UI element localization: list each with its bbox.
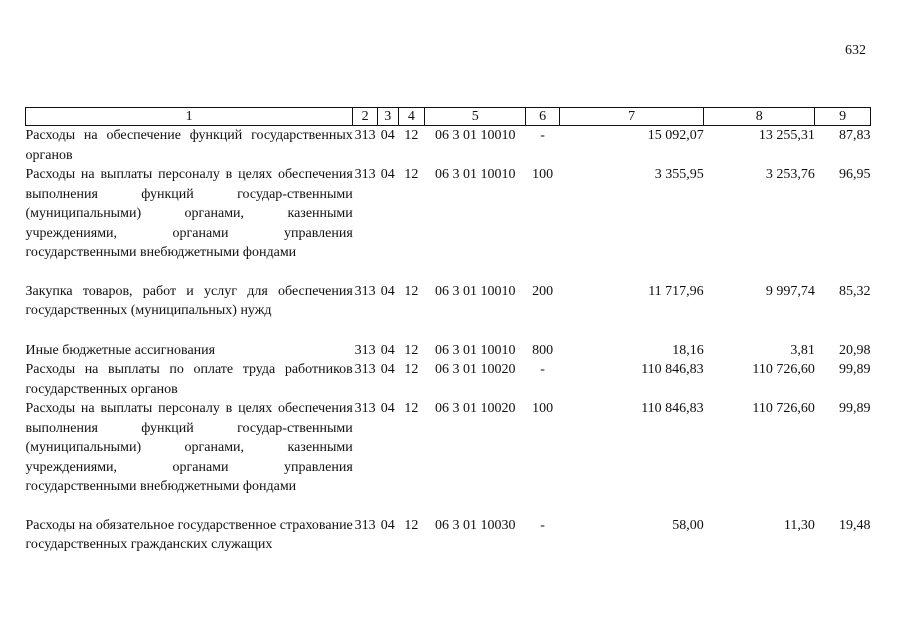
row-actual-amount: 3 253,76 <box>765 167 815 182</box>
table-row <box>26 126 871 166</box>
row-subsection: 12 <box>404 401 419 416</box>
row-actual-amount: 11,30 <box>783 517 815 533</box>
row-expense-type: 800 <box>532 342 554 358</box>
row-section: 04 <box>380 283 395 299</box>
row-subsection: 12 <box>404 517 419 533</box>
row-percent: 96,95 <box>839 167 871 182</box>
row-expense-type: - <box>540 128 545 143</box>
header-col-2: 2 <box>353 108 378 126</box>
row-target-article: 06 3 01 10010 <box>434 128 516 143</box>
row-subsection: 12 <box>404 128 419 143</box>
row-description: Расходы на выплаты персоналу в целях обеспечения выполнения функций государ-ственными (муниципальными) органами, казенными учреждениями, органами управления государственными внебюджетными фондами <box>25 167 353 260</box>
row-description: Расходы на выплаты персоналу в целях обеспечения выполнения функций государ-ственными (муниципальными) органами, казенными учреждениями, органами управления государственными внебюджетными фондами <box>25 401 353 494</box>
row-target-article: 06 3 01 10020 <box>434 401 516 416</box>
row-plan-amount: 18,16 <box>672 342 704 358</box>
header-col-4: 4 <box>398 108 425 126</box>
row-grbs: 313 <box>354 167 376 182</box>
row-plan-amount: 11 717,96 <box>648 283 704 299</box>
row-grbs: 313 <box>354 401 376 416</box>
header-col-3: 3 <box>377 108 398 126</box>
table-row <box>26 360 871 399</box>
row-expense-type: 100 <box>532 401 554 416</box>
row-subsection: 12 <box>404 362 419 377</box>
row-percent: 87,83 <box>839 128 871 143</box>
table-row <box>26 282 871 341</box>
header-col-8: 8 <box>704 108 815 126</box>
row-plan-amount: 58,00 <box>672 517 704 533</box>
row-section: 04 <box>380 401 395 416</box>
row-description: Закупка товаров, работ и услуг для обеспечения государственных (муниципальных) нужд <box>25 283 353 318</box>
row-plan-amount: 110 846,83 <box>641 362 704 377</box>
row-section: 04 <box>380 167 395 182</box>
row-plan-amount: 110 846,83 <box>641 401 704 416</box>
header-col-1: 1 <box>26 108 353 126</box>
row-expense-type: - <box>540 517 545 533</box>
row-description: Расходы на выплаты по оплате труда работников государственных органов <box>25 362 353 397</box>
row-target-article: 06 3 01 10020 <box>434 362 516 377</box>
row-grbs: 313 <box>354 342 376 358</box>
page-number: 632 <box>845 43 866 58</box>
header-col-9: 9 <box>815 108 871 126</box>
table-row <box>26 516 871 555</box>
row-section: 04 <box>380 342 395 358</box>
table-row <box>26 399 871 516</box>
row-target-article: 06 3 01 10010 <box>434 167 516 182</box>
row-percent: 19,48 <box>839 517 871 533</box>
row-grbs: 313 <box>354 128 376 143</box>
row-expense-type: - <box>540 362 545 377</box>
row-grbs: 313 <box>354 362 376 377</box>
row-description: Расходы на обязательное государственное страхование государственных гражданских служащих <box>25 517 353 552</box>
row-grbs: 313 <box>354 517 376 533</box>
row-target-article: 06 3 01 10010 <box>434 342 516 358</box>
header-col-6: 6 <box>526 108 560 126</box>
row-actual-amount: 9 997,74 <box>765 283 815 299</box>
row-percent: 99,89 <box>839 401 871 416</box>
budget-table <box>25 107 871 555</box>
row-subsection: 12 <box>404 283 419 299</box>
row-plan-amount: 3 355,95 <box>654 167 704 182</box>
row-target-article: 06 3 01 10010 <box>434 283 516 299</box>
table-row <box>26 165 871 282</box>
row-subsection: 12 <box>404 167 419 182</box>
row-grbs: 313 <box>354 283 376 299</box>
row-expense-type: 200 <box>532 283 554 299</box>
row-percent: 99,89 <box>839 362 871 377</box>
row-actual-amount: 13 255,31 <box>758 128 815 143</box>
row-plan-amount: 15 092,07 <box>647 128 704 143</box>
header-col-5: 5 <box>425 108 526 126</box>
row-percent: 20,98 <box>839 342 871 358</box>
row-expense-type: 100 <box>532 167 554 182</box>
table-header-row <box>26 108 871 126</box>
row-percent: 85,32 <box>839 283 871 299</box>
row-section: 04 <box>380 128 395 143</box>
row-target-article: 06 3 01 10030 <box>434 517 516 533</box>
header-col-7: 7 <box>560 108 704 126</box>
row-description: Расходы на обеспечение функций государственных органов <box>25 128 353 163</box>
row-actual-amount: 110 726,60 <box>752 401 815 416</box>
row-actual-amount: 110 726,60 <box>752 362 815 377</box>
row-description: Иные бюджетные ассигнования <box>25 342 216 358</box>
row-section: 04 <box>380 362 395 377</box>
row-actual-amount: 3,81 <box>790 342 815 358</box>
row-subsection: 12 <box>404 342 419 358</box>
row-section: 04 <box>380 517 395 533</box>
table-row <box>26 341 871 361</box>
